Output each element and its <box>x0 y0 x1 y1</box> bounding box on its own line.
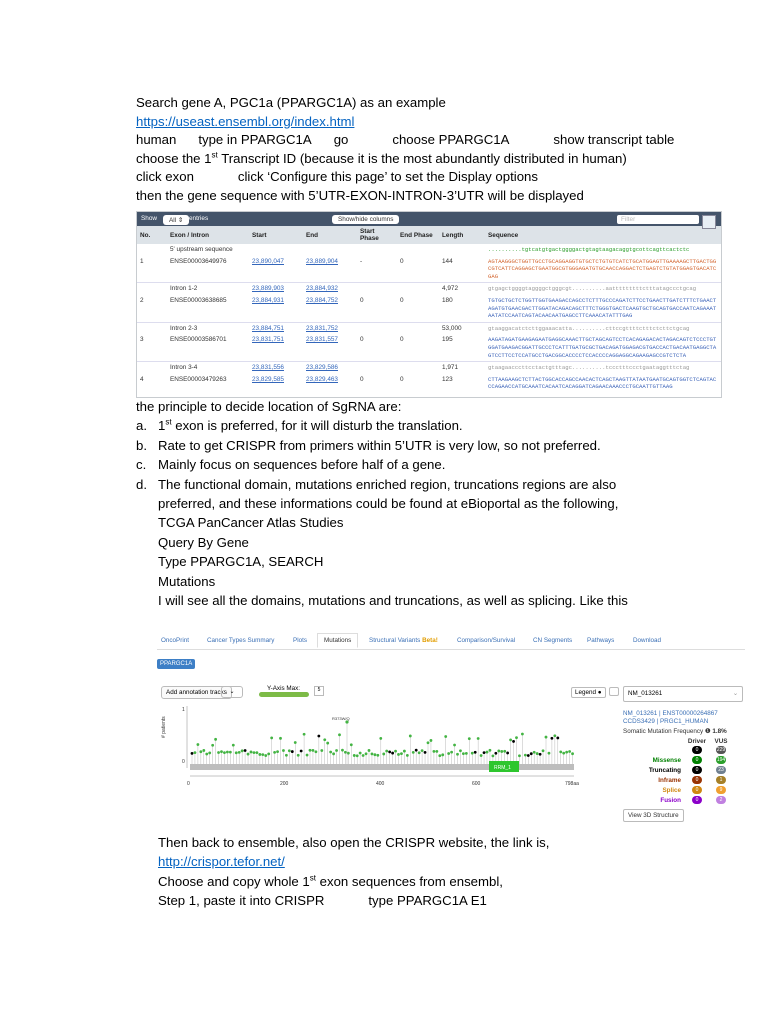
table-cell-sp: 0 <box>360 296 364 304</box>
lollipop-head <box>400 752 403 755</box>
lollipop-head <box>341 749 344 752</box>
lollipop-head <box>559 750 562 753</box>
lollipop-head <box>468 737 471 740</box>
table-cell-end[interactable]: 23,889,904 <box>306 257 338 265</box>
lollipop-head <box>264 754 267 757</box>
lollipop-head <box>486 751 489 754</box>
mutation-type-row[interactable]: Fusion 0 2 <box>623 795 733 805</box>
lollipop-head <box>282 749 285 752</box>
table-cell-start[interactable]: 23,884,751 <box>252 324 284 332</box>
table-cell-seq: ..........tgtcatgtgactggggactgtagtaagacaggtgcottcagttcactctc <box>488 246 690 253</box>
principles-heading: the principle to decide location of SgRNA are: <box>136 399 402 414</box>
table-cell-ep: 0 <box>400 296 404 304</box>
lollipop-head <box>250 751 253 754</box>
tab-download[interactable]: Download <box>633 637 662 644</box>
lollipop-head <box>433 750 436 753</box>
lollipop-head <box>412 751 415 754</box>
lollipop-head <box>362 754 365 757</box>
info-icon: ❶ <box>704 728 711 735</box>
lollipop-head <box>397 753 400 756</box>
view-3d-structure-button[interactable]: View 3D Structure <box>623 809 684 822</box>
table-cell-ep: 0 <box>400 257 404 265</box>
lollipop-head <box>214 738 217 741</box>
lollipop-head <box>217 751 220 754</box>
lollipop-head <box>409 735 412 738</box>
lollipop-head <box>202 749 205 752</box>
count-badge: 0 <box>692 776 702 784</box>
list-item: c. Mainly focus on sequences before half of a gene. <box>136 457 446 473</box>
tab-cancer-types-summary[interactable]: Cancer Types Summary <box>207 637 275 644</box>
table-cell-name: 5' upstream sequence <box>170 246 233 253</box>
table-cell-end[interactable]: 23,831,557 <box>306 336 338 344</box>
lollipop-head <box>394 750 397 753</box>
intro-block <box>136 94 736 206</box>
lollipop-head <box>241 749 244 752</box>
lollipop-head <box>199 750 202 753</box>
lollipop-head <box>489 749 492 752</box>
lollipop-head <box>500 750 503 753</box>
lollipop-head <box>347 752 350 755</box>
lollipop-head <box>279 737 282 740</box>
count-badge: 1 <box>716 776 726 784</box>
lollipop-head <box>441 753 444 756</box>
lollipop-head <box>421 749 424 752</box>
lollipop-head <box>312 749 315 752</box>
lollipop-head <box>256 751 259 754</box>
mutation-label: R373W/Q <box>332 716 350 721</box>
column-header[interactable]: End <box>303 226 357 244</box>
lollipop-head <box>518 754 521 757</box>
table-cell-no: 1 <box>140 257 144 265</box>
count-badge: 229 <box>716 747 726 753</box>
lollipop-head <box>306 754 309 757</box>
list-item: d. The functional domain, mutations enriched region, truncations regions are also <box>136 476 617 492</box>
lollipop-head <box>315 750 318 753</box>
chevron-down-icon[interactable]: ⌄ <box>221 686 243 698</box>
lollipop-head <box>379 737 382 740</box>
column-header[interactable]: Length <box>439 226 485 244</box>
lollipop-head <box>244 749 247 752</box>
lollipop-head <box>545 736 548 739</box>
table-cell-no: 2 <box>140 296 144 304</box>
lollipop-head <box>235 751 238 754</box>
tab-plots[interactable]: Plots <box>293 637 307 644</box>
table-cell-end[interactable]: 23,829,586 <box>306 364 338 372</box>
lollipop-head <box>258 753 261 756</box>
table-cell-seq: AAGATAGATGAAGAGAATGAGGCAAACTTGCTAGCAGTCCTCACAGAGACACTAGACAGTCTCCCTGTGGATGAAGACGGATTGCCCTCATTTGATGCGCTGACAGATGGAGACGTGACCACTGACAATGAGGCTAGTCCTTCCTCCATGCCTGACGGCACCCCTCCACCCCAGGAGGCAGAAGAGCCGTCTCTA <box>488 336 717 359</box>
filter-input[interactable]: Filter <box>617 215 699 224</box>
tab-structural-variants[interactable]: Structural Variants Beta! <box>369 637 438 644</box>
lollipop-head <box>571 752 574 755</box>
tab-oncoprint[interactable]: OncoPrint <box>161 637 189 644</box>
lollipop-head <box>253 751 256 754</box>
table-cell-len: 144 <box>442 257 453 265</box>
table-cell-name: Intron 1-2 <box>170 285 198 293</box>
table-cell-name: Intron 3-4 <box>170 364 198 372</box>
lollipop-head <box>247 753 250 756</box>
lollipop-head <box>391 752 394 755</box>
legend-button[interactable]: Legend ● <box>571 687 606 698</box>
table-cell-no: 4 <box>140 375 144 383</box>
ensembl-link[interactable]: https://useast.ensembl.org/index.html <box>136 113 355 129</box>
lollipop-head <box>556 737 559 740</box>
lollipop-head <box>223 751 226 754</box>
lollipop-head <box>524 754 527 757</box>
lollipop-head <box>492 754 495 757</box>
x-tick: 798aa <box>565 781 579 787</box>
table-cell-end[interactable]: 23,884,752 <box>306 296 338 304</box>
tab-pathways[interactable]: Pathways <box>587 637 615 644</box>
lollipop-head <box>539 753 542 756</box>
lollipop-head <box>474 751 477 754</box>
lollipop-head <box>551 737 554 740</box>
lollipop-head <box>465 752 468 755</box>
table-cell-start[interactable]: 23,889,903 <box>252 285 284 293</box>
table-cell-len: 1,971 <box>442 364 458 372</box>
cbioportal-mutations-view <box>157 631 745 831</box>
column-header[interactable]: Exon / Intron <box>167 226 249 244</box>
table-cell-start[interactable]: 23,831,751 <box>252 336 284 344</box>
lollipop-head <box>303 733 306 736</box>
count-badge: 2 <box>716 796 726 804</box>
excel-export-icon[interactable] <box>702 215 716 229</box>
table-cell-start[interactable]: 23,831,556 <box>252 364 284 372</box>
count-badge: 194 <box>716 757 726 763</box>
table-cell-seq: TGTGCTGCTCTGGTTGGTGAAGACCAGCCTCTTTGCCCAGATCTTCCTGAACTTGATCTTTCTGAACTAGATGTGAACGACTTGGATACAGACAGCTTTCTGGGTGACTCAAGTGCTGCAGTGACCAATCAGAAATAATATCCAATCAGTACAACAATGAGCCTTCAAACATATTTGAG <box>488 296 717 320</box>
transcript-select[interactable]: NM_013261 ⌄ <box>623 686 743 702</box>
lollipop-head <box>477 737 480 740</box>
table-cell-len: 123 <box>442 375 453 383</box>
table-cell-ep: 0 <box>400 375 404 383</box>
lollipop-head <box>382 753 385 756</box>
lollipop-head <box>323 738 326 741</box>
lollipop-head <box>374 753 377 756</box>
show-hide-columns-button[interactable]: Show/hide columns <box>332 215 399 224</box>
lollipop-head <box>261 753 264 756</box>
lollipop-head <box>456 753 459 756</box>
lollipop-head <box>565 751 568 754</box>
lollipop-head <box>459 749 462 752</box>
tab-comparison-survival[interactable]: Comparison/Survival <box>457 637 516 644</box>
table-cell-seq: gtaaggacatctcttggaaacatta..........cttccgttttctttctcttctgcag <box>488 324 690 332</box>
intro-line-4: choose the 1st Transcript ID (because it is the most abundantly distributed in human) <box>136 150 627 166</box>
column-header[interactable]: Start <box>249 226 303 244</box>
table-cell-no: 3 <box>140 336 144 344</box>
table-row <box>137 362 721 374</box>
table-cell-name: ENSE00003638685 <box>170 296 227 304</box>
lollipop-head <box>418 751 421 754</box>
table-cell-len: 53,000 <box>442 324 462 332</box>
lollipop-head <box>205 753 208 756</box>
ymax-input[interactable]: 5 <box>314 686 324 696</box>
lollipop-head <box>438 754 441 757</box>
lollipop-head <box>191 752 194 755</box>
table-cell-name: ENSE00003649976 <box>170 257 227 265</box>
lollipop-head <box>353 754 356 757</box>
count-badge: 0 <box>692 756 702 764</box>
lollipop-head <box>270 736 273 739</box>
lollipop-head <box>338 733 341 736</box>
lollipop-head <box>515 736 518 739</box>
lollipop-head <box>335 749 338 752</box>
column-header[interactable]: Sequence <box>485 226 721 244</box>
table-cell-name: ENSE00003479263 <box>170 375 227 383</box>
x-tick: 200 <box>280 781 289 787</box>
lollipop-head <box>553 734 556 737</box>
lollipop-head <box>562 752 565 755</box>
mutation-type-row[interactable]: Missense 0 194 <box>652 756 726 764</box>
lollipop-head <box>450 751 453 754</box>
intro-line-1: Search gene A, PGC1a (PPARGC1A) as an example <box>136 95 446 110</box>
cbio-tab-bar <box>157 631 745 650</box>
count-badge: 9 <box>716 786 726 794</box>
lollipop-head <box>385 750 388 753</box>
y-tick: 0 <box>182 759 185 765</box>
mutation-frequency: Somatic Mutation Frequency ❶ 1.8% <box>623 728 727 735</box>
lollipop-head <box>548 752 551 755</box>
lollipop-head <box>208 752 211 755</box>
closing-line-4: Step 1, paste it into CRISPR type PPARGC1A E1 <box>158 893 487 909</box>
lollipop-head <box>527 754 530 757</box>
lollipop-head <box>483 751 486 754</box>
lollipop-head <box>536 752 539 755</box>
lollipop-head <box>344 751 347 754</box>
table-cell-seq: AGTAAGGGCTGGTTGCCTGCAGGAGGTGTGCTCTGTGTCATCTGCATGGAGTTGAAAAGCTTGACTGGCGTCATTCAGGAGCTGAATGGCGTGGGAGATGTGCAACCAGGACTCTGAGTCTGTATGGAGTGACATCGAG <box>488 257 717 280</box>
table-cell-start[interactable]: 23,884,931 <box>252 296 284 304</box>
lollipop-plot <box>161 706 617 801</box>
lollipop-head <box>542 749 545 752</box>
mutation-type-row[interactable]: Truncating 0 23 <box>623 765 733 775</box>
table-cell-end[interactable]: 23,829,463 <box>306 375 338 383</box>
domain-label: RRM_1 <box>494 765 511 771</box>
table-cell-start[interactable]: 23,890,047 <box>252 257 284 265</box>
lollipop-head <box>371 753 374 756</box>
add-annotation-tracks-button[interactable]: Add annotation tracks <box>161 686 232 699</box>
lollipop-head <box>300 750 303 753</box>
lollipop-head <box>297 754 300 757</box>
x-tick: 400 <box>376 781 385 787</box>
lollipop-head <box>521 733 524 736</box>
list-item: b. Rate to get CRISPR from primers within 5’UTR is very low, so not preferred. <box>136 437 601 453</box>
lollipop-head <box>276 750 279 753</box>
lollipop-head <box>430 739 433 742</box>
lollipop-head <box>329 751 332 754</box>
lollipop-head <box>291 750 294 753</box>
list-item: a. 1st exon is preferred, for it will disturb the translation. <box>136 418 463 434</box>
exon-table <box>137 226 721 393</box>
chevron-down-icon: ⌄ <box>732 690 738 697</box>
lollipop-head <box>424 751 427 754</box>
column-header[interactable]: End Phase <box>397 226 439 244</box>
table-cell-name: ENSE00003586701 <box>170 336 227 344</box>
lollipop-head <box>288 749 291 752</box>
lollipop-head <box>568 750 571 753</box>
column-header[interactable]: No. <box>137 226 167 244</box>
camera-icon[interactable] <box>609 687 619 696</box>
table-cell-start[interactable]: 23,829,585 <box>252 375 284 383</box>
lollipop-head <box>229 751 232 754</box>
lollipop-head <box>326 742 329 745</box>
lollipop-head <box>356 754 359 757</box>
table-cell-len: 180 <box>442 296 453 304</box>
table-cell-name: Intron 2-3 <box>170 324 198 332</box>
closing-block <box>158 833 748 911</box>
ymax-slider[interactable] <box>259 692 309 697</box>
lollipop-head <box>232 744 235 747</box>
lollipop-head <box>197 743 200 746</box>
table-row <box>137 256 721 283</box>
lollipop-head <box>415 749 418 752</box>
transcript-ids[interactable]: NM_013261 | ENST00000264867 CCDS3429 | PRGC1_HUMAN <box>623 710 718 725</box>
lollipop-head <box>497 750 500 753</box>
lollipop-head <box>273 751 276 754</box>
closing-line-3: Choose and copy whole 1st exon sequences from ensembl, <box>158 873 503 889</box>
table-cell-ep: 0 <box>400 336 404 344</box>
closing-line-1: Then back to ensemble, also open the CRISPR website, the link is, <box>158 835 550 850</box>
lollipop-head <box>267 752 270 755</box>
column-header[interactable]: Start Phase <box>357 226 397 244</box>
lollipop-head <box>285 754 288 757</box>
table-cell-sp: 0 <box>360 375 364 383</box>
table-cell-len: 4,972 <box>442 285 458 293</box>
mutation-type-table: Driver VUS 0 229 Missense 0 194 Truncating 0 23 Inframe 0 1 Splice 0 9 Fusion 0 2 <box>623 738 733 805</box>
mutation-type-row[interactable]: Splice 0 9 <box>623 785 733 795</box>
lollipop-head <box>320 749 323 752</box>
table-row <box>137 322 721 334</box>
lollipop-head <box>365 752 368 755</box>
y-tick: 1 <box>182 707 185 713</box>
lollipop-head <box>350 743 353 746</box>
lollipop-head <box>503 750 506 753</box>
lollipop-head <box>309 749 312 752</box>
lollipop-head <box>530 752 533 755</box>
gene-pill[interactable]: PPARGC1A <box>157 659 195 669</box>
lollipop-head <box>403 750 406 753</box>
lollipop-head <box>512 740 515 743</box>
lollipop-head <box>509 738 512 741</box>
lollipop-head <box>447 752 450 755</box>
table-cell-seq: gtgagctggggtaggggctgggcgt..........aatttttttttctttatagccctgcag <box>488 285 697 293</box>
lollipop-head <box>376 754 379 757</box>
lollipop-head <box>359 752 362 755</box>
table-cell-sp: 0 <box>360 336 364 344</box>
count-badge: 0 <box>692 746 702 754</box>
y-axis-label: # patients <box>161 716 167 738</box>
tab-mutations[interactable]: Mutations <box>317 633 358 648</box>
lollipop-head <box>506 752 509 755</box>
x-tick: 0 <box>187 781 190 787</box>
lollipop-head <box>317 735 320 738</box>
lollipop-head <box>444 735 447 738</box>
lollipop-head <box>226 751 229 754</box>
lollipop-head <box>368 749 371 752</box>
table-toolbar: Show All ⇕ entries Show/hide columns Filter <box>137 212 721 226</box>
lollipop-head <box>462 752 465 755</box>
table-cell-len: 195 <box>442 336 453 344</box>
intro-line-5: click exon click ‘Configure this page’ to set the Display options <box>136 169 538 185</box>
lollipop-head <box>194 751 197 754</box>
lollipop-head <box>435 750 438 753</box>
tab-cn-segments[interactable]: CN Segments <box>533 637 573 644</box>
table-cell-end[interactable]: 23,884,932 <box>306 285 338 293</box>
count-badge: 23 <box>716 766 726 774</box>
count-badge: 0 <box>692 786 702 794</box>
table-cell-sp: - <box>360 257 363 265</box>
intro-line-3: human type in PPARGC1A go choose PPARGC1A show transcript table <box>136 132 675 148</box>
table-cell-seq: CTTAAGAAGCTCTTACTGGCACCAGCCAACACTCAGCTAAGTTATAATGAATGCAGTGGTCTCAGTACCCAGAACCATGCAAATCACAATCACAGGATCAGAACAAACCCTGCAATTGTTAAG <box>488 375 717 391</box>
mutation-type-row[interactable] <box>623 745 733 755</box>
lollipop-group <box>191 720 574 764</box>
lollipop-head <box>220 750 223 753</box>
lollipop-head <box>294 741 297 744</box>
table-row <box>137 244 721 256</box>
principles-block: the principle to decide location of SgRNA are: a. 1st exon is preferred, for it will disturb the translation. b. Rate to get CRISPR from primers within 5’UTR is very low, so not preferred. c. Mainly focus on sequences before half of a gene. d. The functional domain, mutations enriched region, truncations regions are also preferred, and these informations could be found at eBioportal as the following, TCGA PanCancer Atlas Studies Query By Gene Type PPARGC1A, SEARCH Mutations I will see all the domains, mutations and truncations, as well as splicing. Like this <box>136 397 746 610</box>
count-badge: 0 <box>692 766 702 774</box>
table-row <box>137 295 721 322</box>
x-tick: 600 <box>472 781 481 787</box>
lollipop-head <box>533 751 536 754</box>
lollipop-head <box>388 750 391 753</box>
lollipop-head <box>427 741 430 744</box>
ensembl-exon-table <box>136 211 722 398</box>
lollipop-head <box>471 752 474 755</box>
table-cell-seq: gtaagaacccttcctactgtttagc..........tccctttccctgaataggtttctag <box>488 364 690 372</box>
lollipop-head <box>480 754 483 757</box>
lollipop-head <box>238 751 241 754</box>
mutation-type-row[interactable]: Inframe 0 1 <box>623 775 733 785</box>
transcript-panel <box>623 686 743 822</box>
lollipop-head <box>453 744 456 747</box>
table-row <box>137 334 721 361</box>
crispor-link[interactable]: http://crispor.tefor.net/ <box>158 854 285 870</box>
count-badge: 0 <box>692 796 702 804</box>
lollipop-head <box>494 752 497 755</box>
lollipop-head <box>406 754 409 757</box>
lollipop-head <box>332 752 335 755</box>
table-cell-end[interactable]: 23,831,752 <box>306 324 338 332</box>
ymax-label: Y-Axis Max: <box>267 685 301 692</box>
table-row <box>137 374 721 393</box>
lollipop-head <box>211 744 214 747</box>
table-row <box>137 283 721 295</box>
intro-line-6: then the gene sequence with 5’UTR-EXON-INTRON-3’UTR will be displayed <box>136 187 584 203</box>
entries-select[interactable]: All ⇕ <box>163 215 189 225</box>
